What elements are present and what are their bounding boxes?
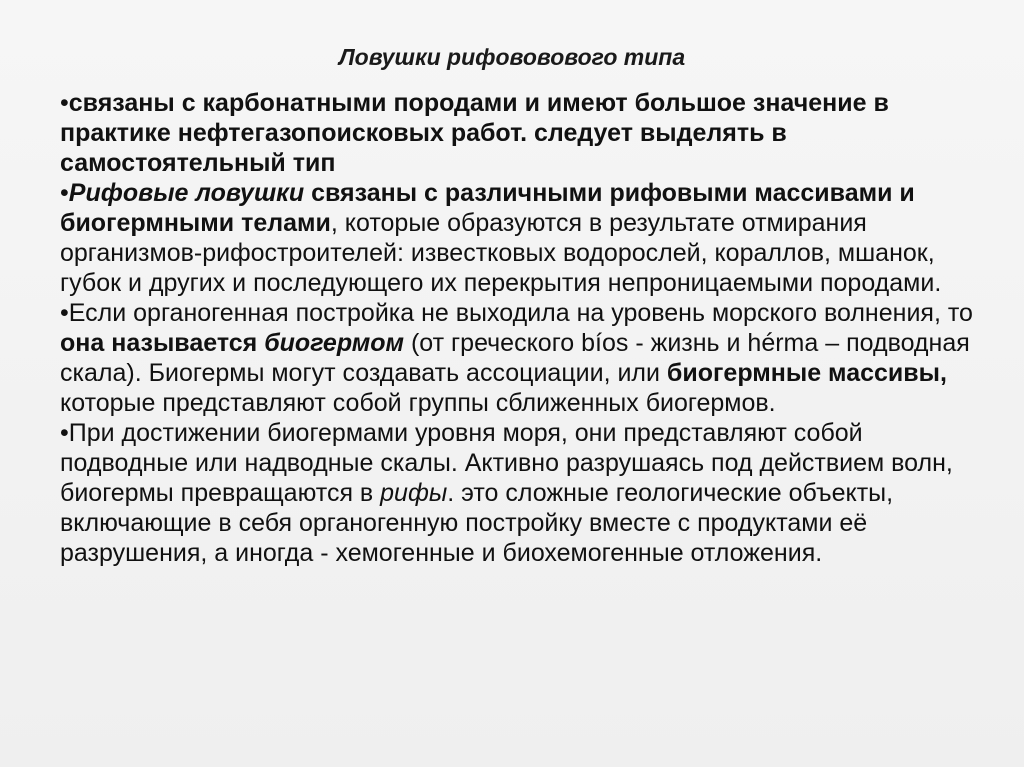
bullet-marker: • [60,89,69,117]
text-segment: Если органогенная постройка не выходила на уровень морского волнения, то [68,299,973,327]
text-segment: связаны с карбонатными породами и имеют большое значение в практике нефтегазопоисковых работ. следует выделять в самостоятельный тип [60,89,889,177]
text-segment: Рифовые ловушки [68,179,305,207]
text-segment: (от греческого bíos - жизнь и hérma – подводная скала). Биогермы могут создавать ассоциации, или [60,329,970,387]
bullet-paragraph [60,178,980,298]
text-segment: , которые образуются в результате отмирания организмов-рифостроителей: известковых водорослей, кораллов, мшанок, губок и других и последующего их перекрытия непроницаемыми породами. [60,209,942,297]
bullet-marker: • [60,299,69,327]
slide-body [60,88,980,568]
text-segment: она называется [60,329,265,357]
text-segment: которые представляют собой группы сближенных биогермов. [60,389,776,417]
text-segment: При достижении биогермами уровня моря, они представляют собой подводные или надводные скалы. Активно разрушаясь под действием волн, биогермы превращаются в [60,419,953,507]
bullet-paragraph [60,298,980,418]
text-segment: биогермом [264,329,405,357]
text-segment: связаны с различными рифовыми массивами и биогермными телами [60,179,915,237]
text-segment: . это сложные геологические объекты, включающие в себя органогенную постройку вместе с продуктами её разрушения, а иногда - хемогенные и биохемогенные отложения. [60,479,894,567]
bullet-paragraph [60,88,980,178]
bullet-marker: • [60,419,69,447]
bullet-paragraph [60,418,980,568]
slide-title: Ловушки рифововового типа [338,44,686,70]
text-segment: биогермные массивы, [666,359,947,387]
bullet-marker: • [60,179,69,207]
text-segment: рифы [380,479,448,507]
